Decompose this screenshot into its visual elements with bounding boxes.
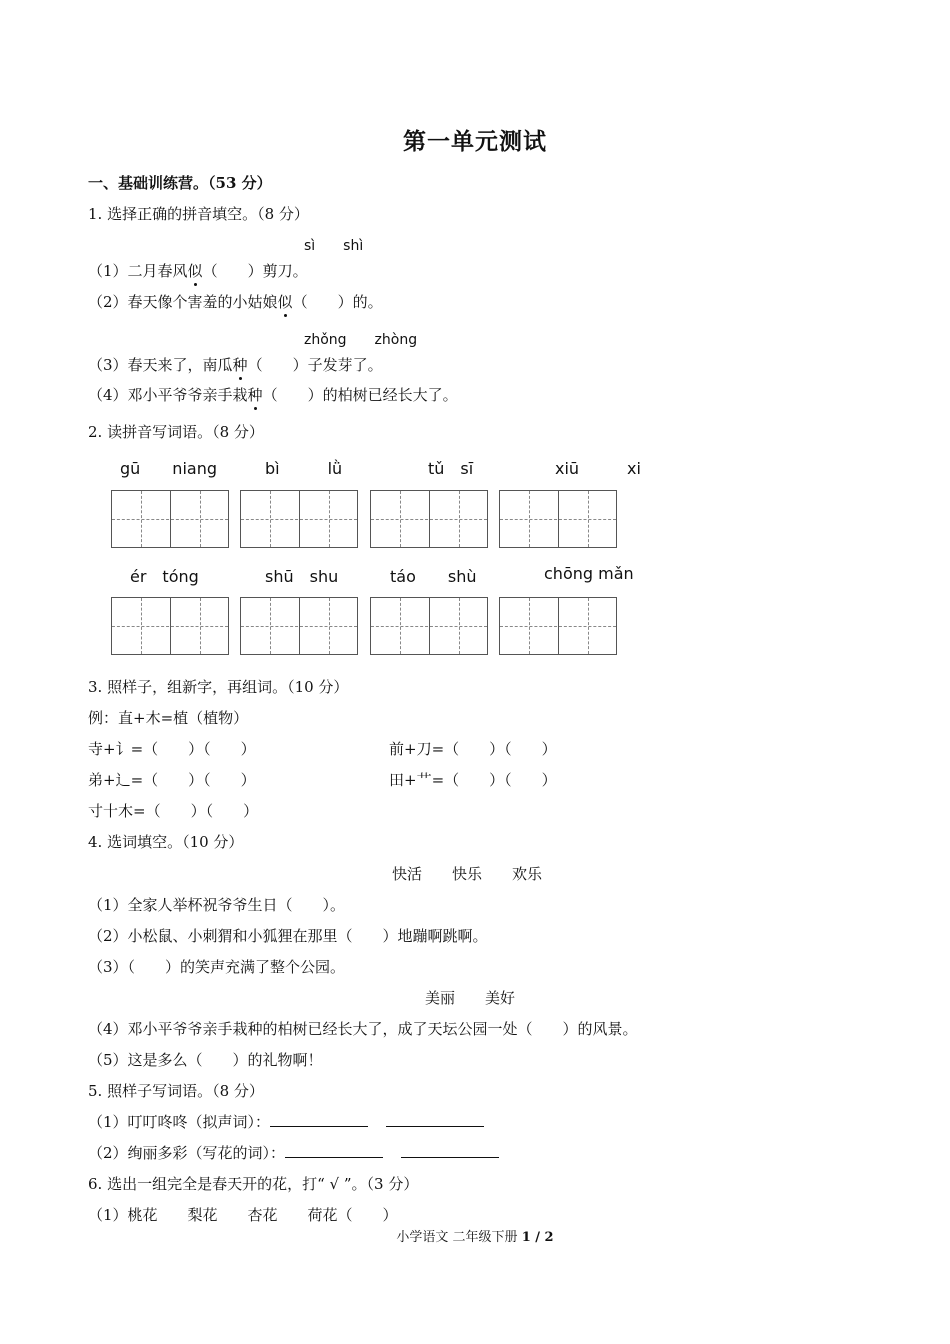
question-1-item-2: （2）春天像个害羞的小姑娘似（ ）的。: [88, 293, 383, 311]
question-5-label: 5. 照样子写词语。（8 分）: [88, 1082, 264, 1100]
question-3-label: 3. 照样子，组新字，再组词。（10 分）: [88, 678, 349, 696]
word-choices-a: 快活 快乐 欢乐: [392, 865, 543, 883]
pinyin-word: bì lǜ: [265, 459, 343, 478]
pinyin-word: ér tóng: [130, 567, 199, 586]
section-heading: 一、基础训练营。（53 分）: [88, 174, 272, 192]
answer-blank[interactable]: [285, 1143, 383, 1158]
question-4-item: （3）（ ）的笑声充满了整个公园。: [88, 958, 346, 976]
writing-grid[interactable]: [370, 597, 488, 655]
writing-grid[interactable]: [240, 490, 358, 548]
pinyin-word: xiū xi: [555, 459, 641, 478]
question-2-label: 2. 读拼音写词语。（8 分）: [88, 423, 264, 441]
question-4-item: （2）小松鼠、小刺猬和小狐狸在那里（ ）地蹦啊跳啊。: [88, 927, 488, 945]
pinyin-word: gū niang: [120, 459, 217, 478]
page-title: 第一单元测试: [403, 128, 547, 155]
question-1-label: 1. 选择正确的拼音填空。（8 分）: [88, 205, 309, 223]
writing-grid[interactable]: [370, 490, 488, 548]
pinyin-word: shū shu: [265, 567, 339, 586]
pinyin-options-a: sì shì: [304, 238, 364, 254]
question-4-item: （5）这是多么（ ）的礼物啊！: [88, 1051, 323, 1069]
question-3-item: 寸十木=（ ）（ ）: [88, 802, 259, 820]
question-1-item-1: （1）二月春风似（ ）剪刀。: [88, 262, 308, 280]
word-choices-b: 美丽 美好: [425, 989, 516, 1007]
pinyin-word: chōng mǎn: [544, 564, 634, 583]
writing-grid[interactable]: [499, 597, 617, 655]
question-4-item: （1）全家人举杯祝爷爷生日（ ）。: [88, 896, 346, 914]
pinyin-options-b: zhǒng zhòng: [304, 332, 418, 348]
question-3-item: 田+艹=（ ）（ ）: [389, 771, 557, 789]
answer-blank[interactable]: [270, 1112, 368, 1127]
question-3-item: 弟+辶=（ ）（ ）: [88, 771, 256, 789]
answer-blank[interactable]: [386, 1112, 484, 1127]
pinyin-word: táo shù: [390, 567, 477, 586]
question-4-item: （4）邓小平爷爷亲手栽种的柏树已经长大了，成了天坛公园一处（ ）的风景。: [88, 1020, 638, 1038]
writing-grid[interactable]: [499, 490, 617, 548]
writing-grid[interactable]: [240, 597, 358, 655]
question-4-label: 4. 选词填空。（10 分）: [88, 833, 244, 851]
writing-grid[interactable]: [111, 490, 229, 548]
question-6-option: （1）桃花 梨花 杏花 荷花（ ）: [88, 1206, 398, 1224]
question-5-item-1: （1）叮叮咚咚（拟声词）：: [88, 1111, 484, 1132]
question-3-item: 前+刀=（ ）（ ）: [389, 740, 557, 758]
writing-grid[interactable]: [111, 597, 229, 655]
question-1-item-3: （3）春天来了，南瓜种（ ）子发芽了。: [88, 356, 383, 374]
page-footer: 小学语文 二年级下册 1 / 2: [396, 1230, 554, 1245]
question-3-item: 寺+讠=（ ）（ ）: [88, 740, 256, 758]
pinyin-word: tǔ sī: [428, 459, 474, 478]
question-6-label: 6. 选出一组完全是春天开的花，打“ √ ”。（3 分）: [88, 1175, 419, 1193]
page-number: 1 / 2: [521, 1230, 554, 1245]
question-1-item-4: （4）邓小平爷爷亲手栽种（ ）的柏树已经长大了。: [88, 386, 458, 404]
question-5-item-2: （2）绚丽多彩（写花的词）：: [88, 1142, 499, 1163]
answer-blank[interactable]: [401, 1143, 499, 1158]
question-3-example: 例：直+木=植（植物）: [88, 709, 249, 727]
